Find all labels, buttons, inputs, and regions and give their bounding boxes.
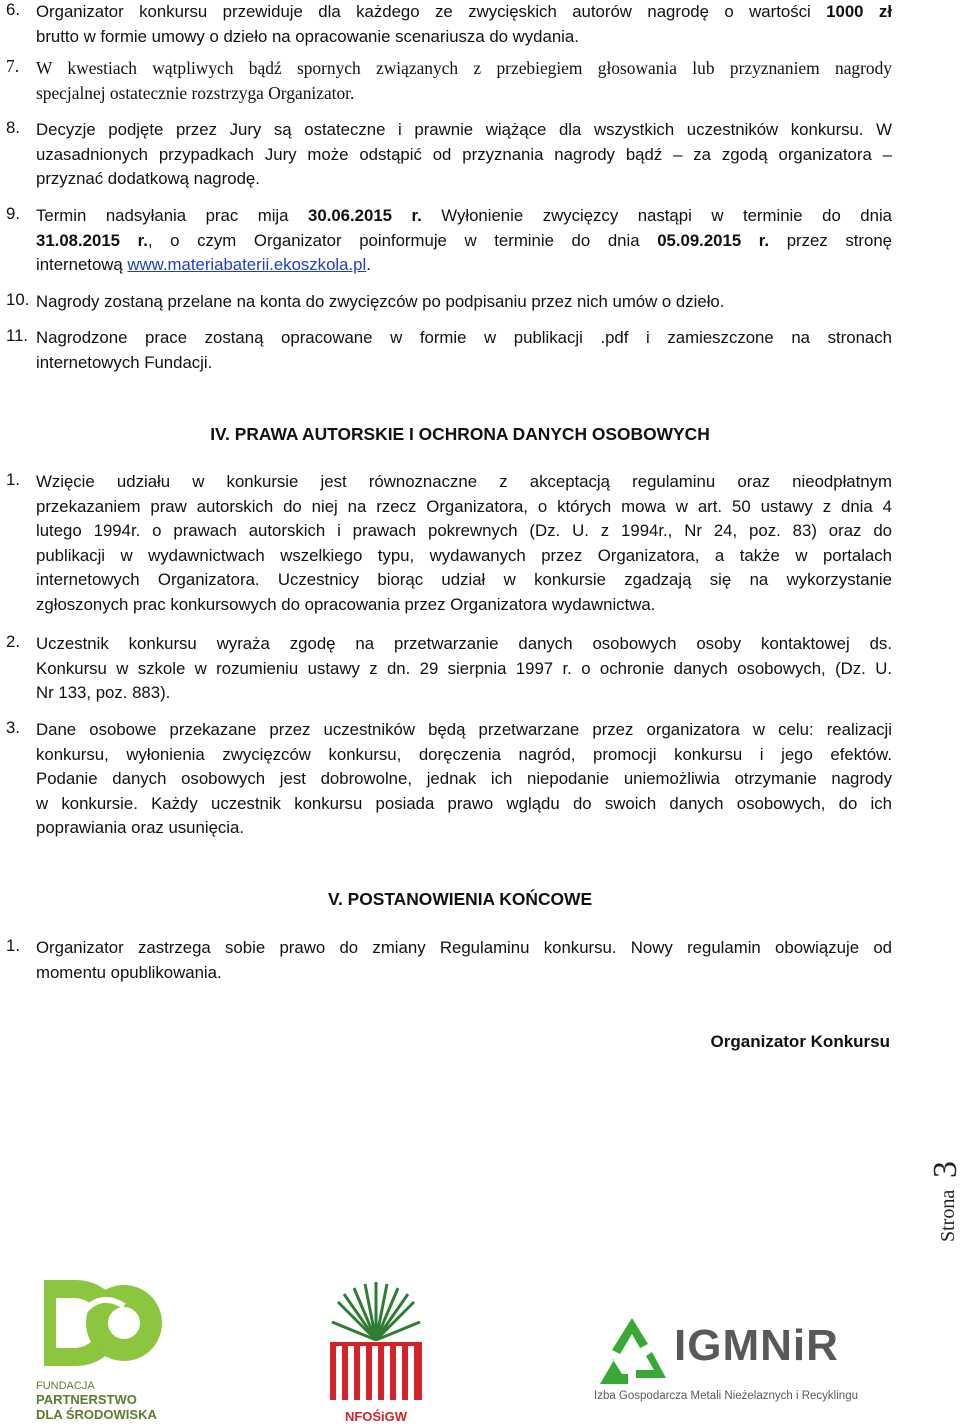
nfosigw-wordmark: NFOŚiGW: [344, 1409, 408, 1424]
text-run: poprawiania oraz usunięcia.: [36, 818, 245, 837]
bold-run: 31.08.2015 r.: [36, 230, 148, 250]
list-item-text: [36, 718, 892, 841]
list-item-number: 3.: [6, 718, 20, 737]
text-run: .: [366, 255, 371, 274]
page-number-marker: [920, 1150, 964, 1245]
text-line: [36, 681, 892, 706]
text-line: [36, 470, 892, 495]
igmnir-wordmark: IGMNiR: [674, 1321, 839, 1370]
text-run: Wyłonienie zwycięzcy nastąpi w terminie do dnia: [421, 206, 893, 225]
text-line: [36, 143, 892, 168]
list-item-number: 2.: [6, 632, 20, 651]
text-line: [36, 961, 892, 986]
list-item-number: 1.: [6, 936, 20, 955]
list-item-number: 9.: [6, 204, 20, 223]
list-item-number: 10.: [6, 290, 30, 309]
text-run: Organizator konkursu przewiduje dla każdego ze zwycięskich autorów nagrodę o wartości: [36, 2, 827, 21]
text-line: [36, 167, 892, 192]
text-line: [36, 657, 892, 682]
signature: Organizator Konkursu: [710, 1032, 890, 1051]
text-run: konkursu, wyłonienia zwycięzców konkursu, doręczenia nagród, promocji konkursu i jego efektów.: [36, 744, 892, 764]
page-number: 3: [927, 1161, 964, 1178]
text-line: [36, 204, 892, 229]
list-item-number: 6.: [6, 0, 20, 19]
text-line: [36, 118, 892, 143]
text-line: [36, 593, 892, 618]
page-label: Strona: [937, 1189, 959, 1242]
list-item-number: 8.: [6, 118, 20, 137]
text-run: w konkursie. Każdy uczestnik konkursu posiada prawo wglądu do swoich danych osobowych, do ich: [36, 793, 892, 813]
text-run: internetowych Fundacji.: [36, 352, 213, 372]
list-item-text: [36, 632, 892, 706]
text-line: [36, 290, 892, 315]
nfosigw-logo: [326, 1262, 426, 1426]
fundacja-logo: [36, 1278, 176, 1426]
bold-run: 1000 zł: [826, 2, 892, 21]
text-run: momentu opublikowania.: [36, 962, 222, 982]
text-run: Decyzje podjęte przez Jury są ostateczne i prawnie wiążące dla wszystkich uczestników konkursu. W: [36, 120, 892, 139]
text-run: Nr 133, poz. 883).: [36, 683, 171, 702]
text-line: [36, 81, 892, 106]
text-run: Nagrody zostaną przelane na konta do zwycięzców po podpisaniu przez nich umów o dzieło.: [36, 292, 725, 311]
bold-run: 05.09.2015 r.: [657, 230, 770, 250]
list-item-text: [36, 290, 892, 315]
text-line: [36, 253, 892, 278]
igmnir-subtitle: Izba Gospodarcza Metali Nieżelaznych i Recyklingu: [594, 1390, 858, 1402]
section-heading-v: V. POSTANOWIENIA KOŃCOWE: [327, 889, 593, 909]
text-run: specjalnej ostatecznie rozstrzyga Organizator.: [36, 82, 355, 103]
text-run: przyznać dodatkową nagrodę.: [36, 169, 260, 188]
text-line: [36, 544, 892, 569]
text-line: [36, 25, 892, 50]
list-item-number: 1.: [6, 470, 20, 489]
list-item-number: 7.: [6, 56, 20, 76]
text-line: [36, 351, 892, 376]
text-run: W kwestiach wątpliwych bądź spornych związanych z przebiegiem głosowania lub przyznaniem nagrody: [36, 58, 892, 78]
list-item-text: [36, 118, 892, 192]
text-run: przekazaniem praw autorskich do niej na rzecz Organizatora, o których mowa w art. 50 ustawy z dnia 4: [36, 496, 892, 516]
text-line: [36, 0, 892, 25]
text-line: [36, 767, 892, 792]
text-run: zgłoszonych prac konkursowych do opracowania przez Organizatora wydawnictwa.: [36, 594, 656, 614]
text-run: Nagrodzone prace zostaną opracowane w formie w publikacji .pdf i zamieszczone na stronach: [36, 328, 892, 347]
text-run: Organizator zastrzega sobie prawo do zmiany Regulaminu konkursu. Nowy regulamin obowiązuje od: [36, 938, 892, 957]
text-line: [36, 568, 892, 593]
text-run: Dane osobowe przekazane przez uczestników będą przetwarzane przez organizatora w celu: realizacji: [36, 720, 892, 739]
list-item-text: [36, 204, 892, 278]
list-item-text: [36, 326, 892, 375]
text-line: [36, 519, 892, 544]
bold-run: 30.06.2015 r.: [308, 206, 422, 225]
text-run: internetową: [36, 255, 128, 274]
text-line: [36, 936, 892, 961]
text-line: [36, 792, 892, 817]
text-run: Konkursu w szkole w rozumieniu ustawy z dn. 29 sierpnia 1997 r. o ochronie danych osobowych, (Dz. U.: [36, 658, 892, 678]
website-link[interactable]: www.materiabaterii.ekoszkola.pl: [127, 255, 367, 274]
text-run: lutego 1994r. o prawach autorskich i prawach pokrewnych (Dz. U. z 1994r., Nr 24, poz. 83) oraz do: [36, 521, 892, 540]
text-run: Uczestnik konkursu wyraża zgodę na przetwarzanie danych osobowych osoby kontaktowej ds.: [36, 634, 892, 653]
fundacja-symbol-icon: [36, 1278, 166, 1373]
text-line: [36, 326, 892, 351]
text-run: Termin nadsyłania prac mija: [36, 206, 308, 225]
list-item-text: [36, 470, 892, 617]
nfosigw-emblem-icon: [326, 1262, 426, 1402]
text-run: brutto w formie umowy o dzieło na opracowanie scenariusza do wydania.: [36, 26, 579, 46]
text-run: internetowych Organizatora. Uczestnicy biorąc udział w konkursie zgadzają się na wykorzystanie: [36, 570, 892, 589]
text-line: [36, 816, 892, 841]
text-line: [36, 229, 892, 254]
text-line: [36, 56, 892, 81]
fundacja-line-2: PARTNERSTWO: [36, 1392, 137, 1407]
list-item-text: [36, 56, 892, 105]
list-item-text: [36, 0, 892, 49]
fundacja-line-1: FUNDACJA: [36, 1380, 95, 1392]
text-line: [36, 718, 892, 743]
text-run: przez stronę: [769, 230, 892, 250]
list-item-text: [36, 936, 892, 985]
igmnir-logo: [586, 1312, 876, 1412]
text-run: publikacji w wydawnictwach wszelkiego typu, wydawanych przez Organizatora, a także w portalach: [36, 545, 892, 565]
fundacja-line-3: DLA ŚRODOWISKA: [36, 1407, 157, 1422]
section-heading-iv: IV. PRAWA AUTORSKIE I OCHRONA DANYCH OSOBOWYCH: [210, 424, 710, 444]
text-run: Podanie danych osobowych jest dobrowolne, jednak ich niepodanie uniemożliwia otrzymanie nagrody: [36, 769, 892, 788]
list-item-number: 11.: [6, 326, 29, 345]
text-run: Wzięcie udziału w konkursie jest równoznaczne z akceptacją regulaminu oraz nieodpłatnym: [36, 472, 892, 491]
text-line: [36, 743, 892, 768]
recycling-icon: [592, 1314, 672, 1390]
text-run: uzasadnionych przypadkach Jury może odstąpić od przyznania nagrody bądź – za zgodą organizatora –: [36, 144, 892, 164]
text-run: , o czym Organizator poinformuje w terminie do dnia: [147, 230, 658, 250]
text-line: [36, 632, 892, 657]
text-line: [36, 495, 892, 520]
